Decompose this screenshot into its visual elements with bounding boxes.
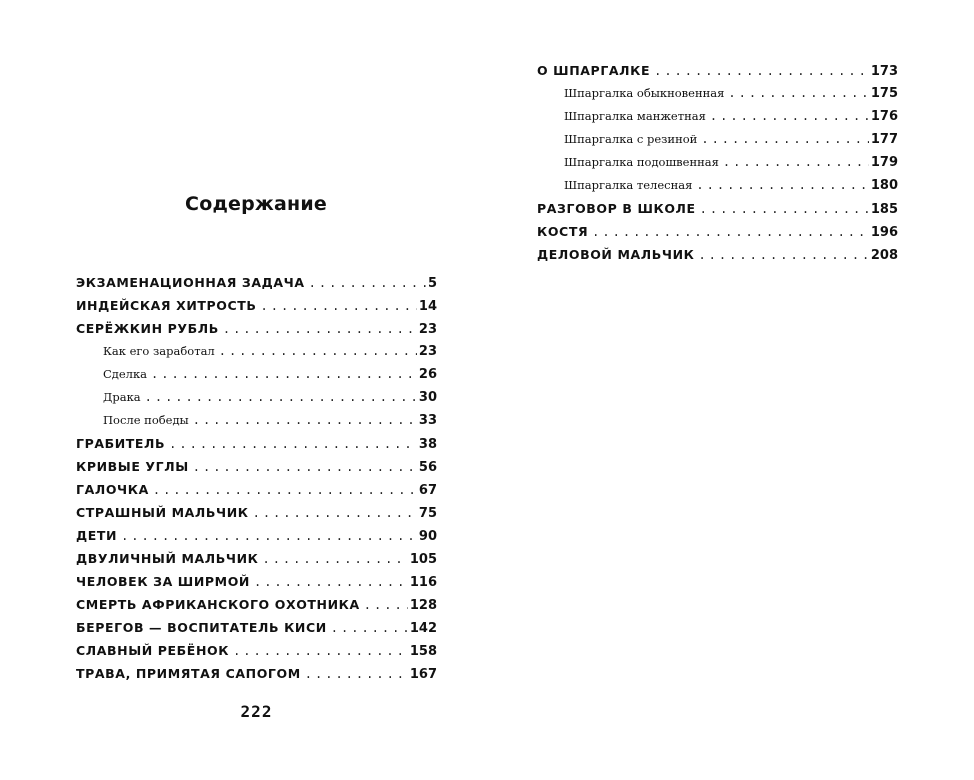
toc-subentry xyxy=(537,151,898,174)
toc-entry-page-number: 158 xyxy=(409,644,437,659)
toc-entry-title: ДЕТИ xyxy=(76,528,118,543)
dot-leader xyxy=(654,60,869,83)
toc-entry-title: О ШПАРГАЛКЕ xyxy=(537,63,651,78)
dot-leader xyxy=(701,128,869,151)
toc-entry-page-number: 128 xyxy=(409,598,437,613)
dot-leader xyxy=(219,340,417,363)
toc-entry-page-number: 196 xyxy=(870,225,898,240)
toc-entry xyxy=(76,524,437,547)
toc-entry xyxy=(76,432,437,455)
dot-leader xyxy=(193,409,417,432)
toc-entry-title: Шпаргалка подошвенная xyxy=(564,155,719,169)
dot-leader xyxy=(169,433,417,456)
toc-entry-title: КРИВЫЕ УГЛЫ xyxy=(76,459,189,474)
toc-entry-page-number: 179 xyxy=(870,155,898,170)
toc-entry-page-number: 26 xyxy=(418,367,437,382)
toc-entry-page-number: 23 xyxy=(418,344,437,359)
toc-entry-title: Шпаргалка телесная xyxy=(564,178,693,192)
toc-entry-page-number: 75 xyxy=(418,506,437,521)
toc-entry-page-number: 142 xyxy=(409,621,437,636)
toc-entry-page-number: 56 xyxy=(418,460,437,475)
dot-leader xyxy=(331,617,408,640)
toc-subentry xyxy=(537,105,898,128)
toc-entry xyxy=(76,478,437,501)
toc-entry-page-number: 176 xyxy=(870,109,898,124)
toc-entry-title: ДЕЛОВОЙ МАЛЬЧИК xyxy=(537,247,695,262)
toc-entry-page-number: 116 xyxy=(409,575,437,590)
dot-leader xyxy=(305,663,408,686)
toc-subentry xyxy=(537,174,898,197)
toc-entry xyxy=(76,271,437,294)
toc-entry xyxy=(537,59,898,82)
toc-entry-page-number: 30 xyxy=(418,390,437,405)
toc-entry-page-number: 177 xyxy=(870,132,898,147)
dot-leader xyxy=(696,174,868,197)
toc-entry-title: Шпаргалка с резиной xyxy=(564,132,698,146)
toc-entry-page-number: 14 xyxy=(418,299,437,314)
toc-entry xyxy=(537,243,898,266)
toc-entry-title: КОСТЯ xyxy=(537,224,589,239)
toc-entry xyxy=(76,547,437,570)
toc-entry-page-number: 180 xyxy=(870,178,898,193)
toc-entry-title: ТРАВА, ПРИМЯТАЯ САПОГОМ xyxy=(76,666,301,681)
toc-entry xyxy=(537,220,898,243)
toc-entry-page-number: 167 xyxy=(409,667,437,682)
toc-entry-title: СЕРЁЖКИН РУБЛЬ xyxy=(76,321,219,336)
toc-list-left xyxy=(76,271,437,685)
toc-heading: Содержание xyxy=(185,193,327,215)
dot-leader xyxy=(145,386,417,409)
toc-entry-title: СЛАВНЫЙ РЕБЁНОК xyxy=(76,643,230,658)
toc-entry xyxy=(76,501,437,524)
toc-entry-title: Шпаргалка манжетная xyxy=(564,109,706,123)
toc-subentry xyxy=(537,128,898,151)
toc-entry-title: Шпаргалка обыкновенная xyxy=(564,86,725,100)
dot-leader xyxy=(261,295,417,318)
toc-entry-page-number: 33 xyxy=(418,413,437,428)
toc-subentry xyxy=(537,82,898,105)
page-number: 222 xyxy=(240,702,273,721)
dot-leader xyxy=(254,571,408,594)
toc-entry-page-number: 23 xyxy=(418,322,437,337)
toc-entry-title: Драка xyxy=(103,390,141,404)
dot-leader xyxy=(698,244,868,267)
toc-entry-page-number: 105 xyxy=(409,552,437,567)
toc-subentry xyxy=(76,363,437,386)
toc-entry xyxy=(76,639,437,662)
toc-entry xyxy=(76,570,437,593)
dot-leader xyxy=(233,640,408,663)
toc-entry-page-number: 175 xyxy=(870,86,898,101)
toc-entry-title: БЕРЕГОВ — ВОСПИТАТЕЛЬ КИСИ xyxy=(76,620,327,635)
toc-entry-title: ИНДЕЙСКАЯ ХИТРОСТЬ xyxy=(76,298,257,313)
toc-entry-title: ГРАБИТЕЛЬ xyxy=(76,436,166,451)
toc-entry-title: РАЗГОВОР В ШКОЛЕ xyxy=(537,201,696,216)
dot-leader xyxy=(728,82,868,105)
dot-leader xyxy=(364,594,408,617)
toc-entry-title: Сделка xyxy=(103,367,148,381)
dot-leader xyxy=(710,105,869,128)
toc-entry-page-number: 38 xyxy=(418,437,437,452)
toc-subentry xyxy=(76,340,437,363)
dot-leader xyxy=(700,198,869,221)
right-page xyxy=(487,0,974,780)
toc-entry-title: Как его заработал xyxy=(103,344,215,358)
toc-entry-title: СМЕРТЬ АФРИКАНСКОГО ОХОТНИКА xyxy=(76,597,360,612)
dot-leader xyxy=(151,363,417,386)
dot-leader xyxy=(153,479,417,502)
dot-leader xyxy=(723,151,869,174)
toc-entry-title: СТРАШНЫЙ МАЛЬЧИК xyxy=(76,505,249,520)
dot-leader xyxy=(592,221,869,244)
toc-entry xyxy=(537,197,898,220)
toc-entry-title: ГАЛОЧКА xyxy=(76,482,149,497)
toc-list-right xyxy=(537,59,898,266)
dot-leader xyxy=(253,502,417,525)
toc-entry xyxy=(76,593,437,616)
dot-leader xyxy=(223,318,417,341)
toc-entry xyxy=(76,662,437,685)
toc-subentry xyxy=(76,386,437,409)
toc-entry xyxy=(76,294,437,317)
toc-entry-page-number: 208 xyxy=(870,248,898,263)
dot-leader xyxy=(262,548,407,571)
toc-entry-page-number: 173 xyxy=(870,64,898,79)
toc-entry-title: ЧЕЛОВЕК ЗА ШИРМОЙ xyxy=(76,574,250,589)
toc-entry-title: После победы xyxy=(103,413,189,427)
dot-leader xyxy=(121,525,417,548)
toc-subentry xyxy=(76,409,437,432)
toc-entry xyxy=(76,616,437,639)
toc-entry-title: ДВУЛИЧНЫЙ МАЛЬЧИК xyxy=(76,551,259,566)
toc-entry-page-number: 185 xyxy=(870,202,898,217)
toc-entry xyxy=(76,317,437,340)
toc-entry xyxy=(76,455,437,478)
toc-entry-title: ЭКЗАМЕНАЦИОННАЯ ЗАДАЧА xyxy=(76,275,305,290)
toc-entry-page-number: 5 xyxy=(427,276,437,291)
toc-entry-page-number: 67 xyxy=(418,483,437,498)
toc-entry-page-number: 90 xyxy=(418,529,437,544)
dot-leader xyxy=(193,456,417,479)
dot-leader xyxy=(309,272,426,295)
